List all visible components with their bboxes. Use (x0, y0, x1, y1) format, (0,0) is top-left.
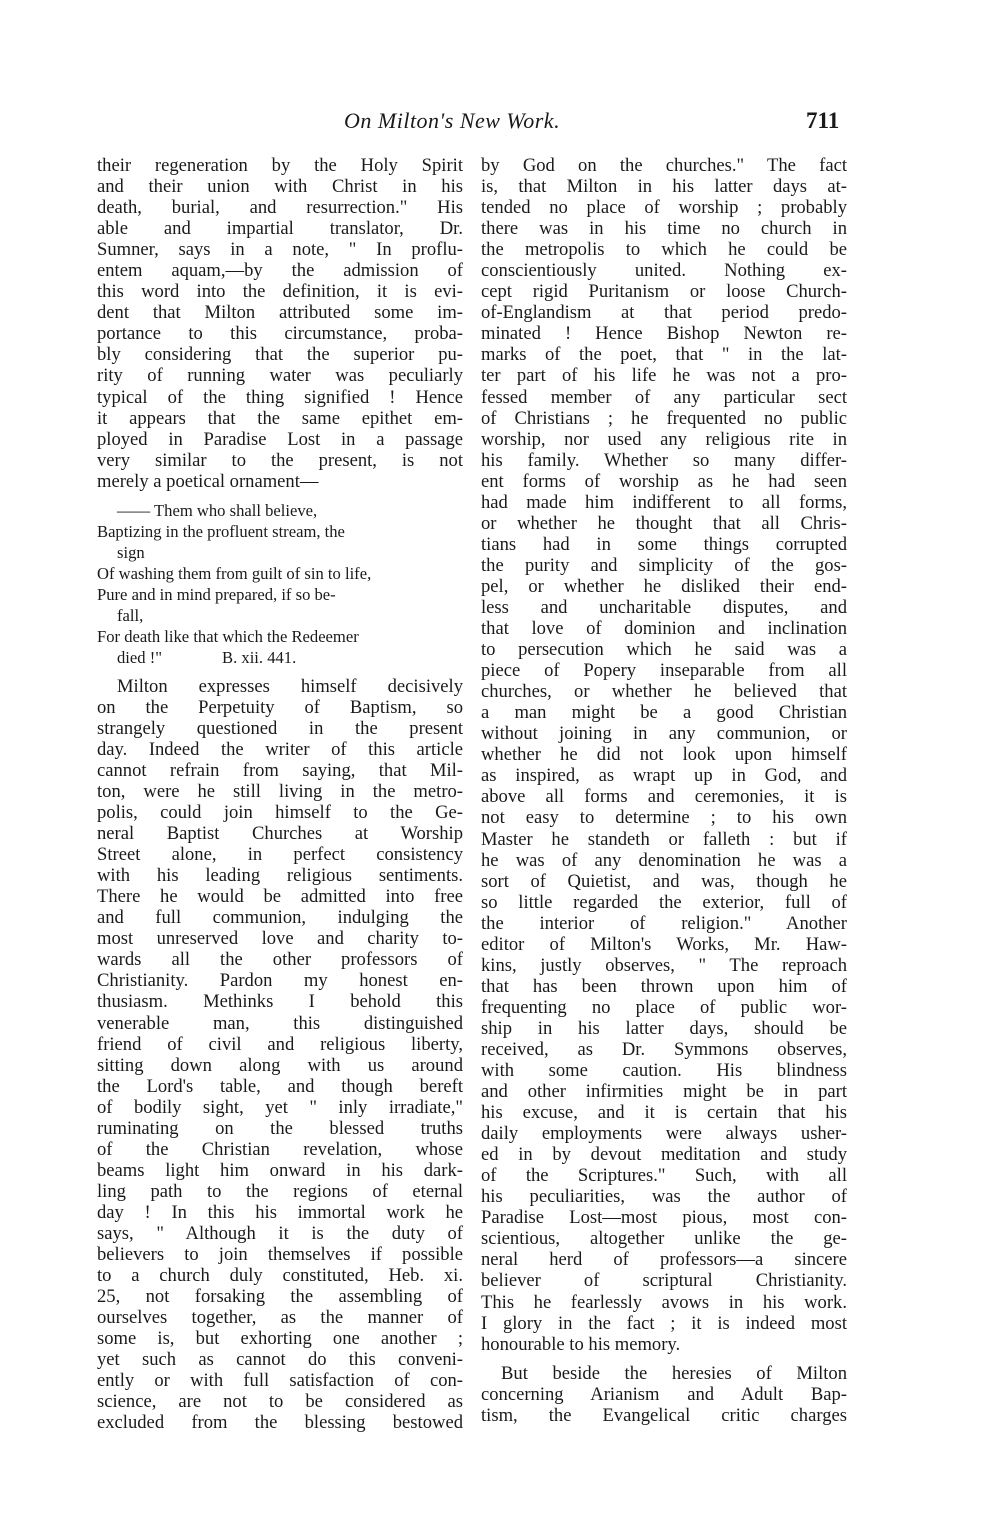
text-line: of Christians ; he frequented no public (481, 407, 847, 429)
text-line: ling path to the regions of eternal (97, 1180, 463, 1202)
text-line: concerning Arianism and Adult Bap- (481, 1383, 847, 1405)
text-line: above all forms and ceremonies, it is (481, 786, 847, 808)
text-line: day. Indeed the writer of this article (97, 738, 463, 760)
text-line: whether he did not look upon himself (481, 744, 847, 766)
text-line: believers to join themselves if possible (97, 1244, 463, 1266)
paragraph-gap (481, 1355, 847, 1363)
verse-line: Pure and in mind prepared, if so be- (97, 584, 336, 604)
text-line: very similar to the present, is not (97, 449, 463, 471)
text-line: on the Perpetuity of Baptism, so (97, 696, 463, 718)
text-line: able and impartial translator, Dr. (97, 218, 463, 240)
text-line: neral herd of professors—a sincere (481, 1249, 847, 1271)
text-line: tended no place of worship ; probably (481, 197, 847, 219)
text-line: and their union with Christ in his (97, 176, 463, 198)
text-line: science, are not to be considered as (97, 1391, 463, 1413)
running-head (0, 108, 998, 148)
text-line: of-Englandism at that period predo- (481, 302, 847, 324)
text-line: day ! In this his immortal work he (97, 1201, 463, 1223)
paragraph-gap (97, 668, 463, 676)
text-line: the metropolis to which he could be (481, 239, 847, 261)
text-line: that love of dominion and inclination (481, 618, 847, 640)
text-line: of bodily sight, yet " inly irradiate," (97, 1096, 463, 1118)
right-column (481, 155, 847, 1426)
verse-line: Baptizing in the profluent stream, the (97, 521, 345, 541)
text-line: piece of Popery inseparable from all (481, 660, 847, 682)
text-line: dent that Milton attributed some im- (97, 302, 463, 324)
text-line: But beside the heresies of Milton (501, 1362, 847, 1384)
left-column (97, 155, 463, 1433)
text-line: the interior of religion." Another (481, 912, 847, 934)
text-line: honourable to his memory. (481, 1333, 681, 1355)
text-line: ruminating on the blessed truths (97, 1117, 463, 1139)
text-line: is, that Milton in his latter days at- (481, 176, 847, 198)
text-line: says, " Although it is the duty of (97, 1222, 463, 1244)
text-line: neral Baptist Churches at Worship (97, 823, 463, 845)
running-title: On Milton's New Work. (344, 108, 561, 133)
text-line: received, as Dr. Symmons observes, (481, 1038, 847, 1060)
text-line: it appears that the same epithet em- (97, 407, 463, 429)
verse-line: —— Them who shall believe, (117, 500, 318, 520)
text-line: strangely questioned in the present (97, 717, 463, 739)
text-line: ourselves together, as the manner of (97, 1307, 463, 1329)
text-line: 25, not forsaking the assembling of (97, 1286, 463, 1308)
text-line: frequenting no place of public wor- (481, 996, 847, 1018)
text-line: marks of the poet, that " in the lat- (481, 344, 847, 366)
text-line: friend of civil and religious liberty, (97, 1033, 463, 1055)
text-line: yet such as cannot do this conveni- (97, 1349, 463, 1371)
text-line: ed in by devout meditation and study (481, 1144, 847, 1166)
text-line: ently or with full satisfaction of con- (97, 1370, 463, 1392)
text-line: ton, were he still living in the metro- (97, 780, 463, 802)
text-line: cannot refrain from saying, that Mil- (97, 759, 463, 781)
text-line: portance to this circumstance, proba- (97, 323, 463, 345)
text-line: cept rigid Puritanism or loose Church- (481, 281, 847, 303)
text-line: rity of running water was peculiarly (97, 365, 463, 387)
text-line: polis, could join himself to the Ge- (97, 802, 463, 824)
text-line: of the Christian revelation, whose (97, 1138, 463, 1160)
text-line: the purity and simplicity of the gos- (481, 554, 847, 576)
text-line: beams light him onward in his dark- (97, 1159, 463, 1181)
text-line: that has been thrown upon him of (481, 975, 847, 997)
text-line: thusiasm. Methinks I behold this (97, 991, 463, 1013)
text-line: Master he standeth or falleth : but if (481, 828, 847, 850)
text-line: death, burial, and resurrection." His (97, 197, 463, 219)
text-line: his peculiarities, was the author of (481, 1186, 847, 1208)
text-line: to a church duly constituted, Heb. xi. (97, 1265, 463, 1287)
text-line: editor of Milton's Works, Mr. Haw- (481, 933, 847, 955)
text-line: kins, justly observes, " The reproach (481, 954, 847, 976)
text-line: fessed member of any particular sect (481, 386, 847, 408)
text-line: This he fearlessly avows in his work. (481, 1291, 847, 1313)
text-line: conscientiously united. Nothing ex- (481, 260, 847, 282)
text-line: Sumner, says in a note, " In proflu- (97, 239, 463, 261)
text-line: I glory in the fact ; it is indeed most (481, 1312, 847, 1334)
text-line: sort of Quietist, and was, though he (481, 870, 847, 892)
text-line: bly considering that the superior pu- (97, 344, 463, 366)
verse-citation: B. xii. 441. (222, 647, 297, 667)
text-line: worship, nor used any religious rite in (481, 428, 847, 450)
verse-line: fall, (117, 605, 144, 625)
verse-line: died !" B. xii. 441. (117, 647, 297, 667)
text-line: their regeneration by the Holy Spirit (97, 155, 463, 176)
text-line: with some caution. His blindness (481, 1060, 847, 1082)
text-line: less and uncharitable disputes, and (481, 596, 847, 618)
text-line: without joining in any communion, or (481, 723, 847, 745)
text-line: his family. Whether so many differ- (481, 449, 847, 471)
text-line: ship in his latter days, should be (481, 1017, 847, 1039)
text-line: the Lord's table, and though bereft (97, 1075, 463, 1097)
text-line: wards all the other professors of (97, 949, 463, 971)
text-line: as inspired, as wrapt up in God, and (481, 765, 847, 787)
text-line: tism, the Evangelical critic charges (481, 1404, 847, 1426)
text-line: most unreserved love and charity to- (97, 928, 463, 950)
text-line: he was of any denomination he was a (481, 849, 847, 871)
text-line: typical of the thing signified ! Hence (97, 386, 463, 408)
text-line: entem aquam,—by the admission of (97, 260, 463, 282)
text-line: ter part of his life he was not a pro- (481, 365, 847, 387)
text-line: churches, or whether he believed that (481, 681, 847, 703)
verse-line: Of washing them from guilt of sin to life, (97, 563, 372, 583)
text-line: with his leading religious sentiments. (97, 865, 463, 887)
text-line: pel, or whether he disliked their end- (481, 575, 847, 597)
text-line: minated ! Hence Bishop Newton re- (481, 323, 847, 345)
verse-line: sign (117, 542, 145, 562)
text-line: believer of scriptural Christianity. (481, 1270, 847, 1292)
text-line: merely a poetical ornament— (97, 470, 319, 492)
text-line: his excuse, and it is certain that his (481, 1102, 847, 1124)
text-line: so little regarded the exterior, full of (481, 891, 847, 913)
text-line: sitting down along with us around (97, 1054, 463, 1076)
text-line: ployed in Paradise Lost in a passage (97, 428, 463, 450)
text-line: or whether he thought that all Chris- (481, 512, 847, 534)
text-line: excluded from the blessing bestowed (97, 1412, 463, 1434)
text-line: There he would be admitted into free (97, 886, 463, 908)
paragraph-gap (97, 492, 463, 500)
text-line: of the Scriptures." Such, with all (481, 1165, 847, 1187)
text-line: and other infirmities might be in part (481, 1081, 847, 1103)
text-line: daily employments were always usher- (481, 1123, 847, 1145)
text-line: Christianity. Pardon my honest en- (97, 970, 463, 992)
text-line: not easy to determine ; to his own (481, 807, 847, 829)
text-line: Milton expresses himself decisively (117, 675, 463, 697)
text-line: this word into the definition, it is evi- (97, 281, 463, 303)
text-line: Paradise Lost—most pious, most con- (481, 1207, 847, 1229)
text-line: ent forms of worship as he had seen (481, 470, 847, 492)
text-line: scientious, altogether unlike the ge- (481, 1228, 847, 1250)
text-line: had made him indifferent to all forms, (481, 491, 847, 513)
text-line: venerable man, this distinguished (97, 1012, 463, 1034)
text-line: tians had in some things corrupted (481, 533, 847, 555)
text-line: some is, but exhorting one another ; (97, 1328, 463, 1350)
text-line: to persecution which he said was a (481, 639, 847, 661)
page-number: 711 (806, 108, 840, 133)
text-line: Street alone, in perfect consistency (97, 844, 463, 866)
text-line: by God on the churches." The fact (481, 155, 847, 176)
text-line: and full communion, indulging the (97, 907, 463, 929)
verse-line: For death like that which the Redeemer (97, 626, 359, 646)
text-line: there was in his time no church in (481, 218, 847, 240)
text-line: a man might be a good Christian (481, 702, 847, 724)
